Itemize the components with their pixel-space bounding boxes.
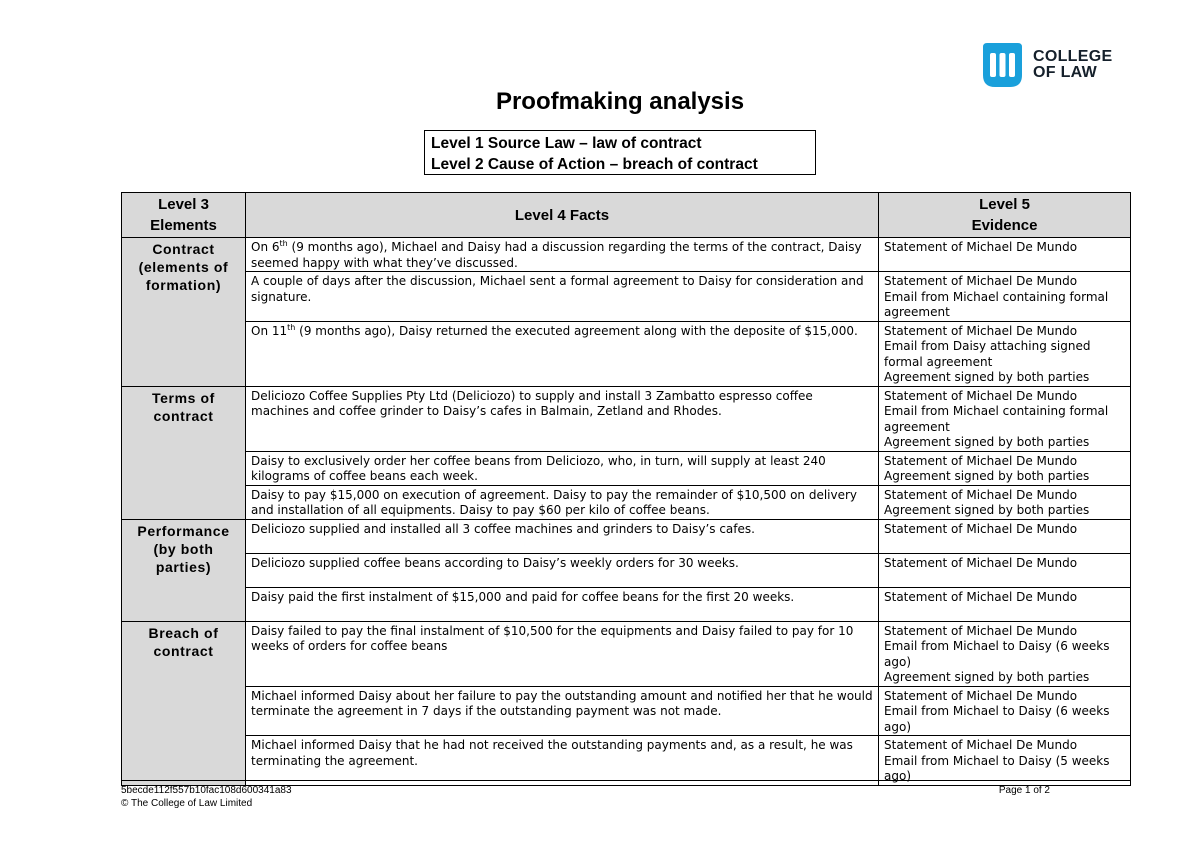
evidence-cell xyxy=(879,238,1131,272)
header-level-4: Level 4 Facts xyxy=(246,193,879,238)
evidence-item: Statement of Michael De Mundo xyxy=(884,487,1078,502)
table-row xyxy=(122,553,1131,587)
fact-superscript: th xyxy=(279,239,288,248)
page-title: Proofmaking analysis xyxy=(495,88,745,115)
table-row xyxy=(122,587,1131,621)
evidence-item: Email from Daisy attaching signed formal agreement xyxy=(884,339,1091,369)
table-row xyxy=(122,238,1131,272)
evidence-cell xyxy=(879,485,1131,519)
fact-text: (9 months ago), Michael and Daisy had a discussion regarding the terms of the contract, Daisy seemed happy with what they’ve discussed. xyxy=(251,240,862,270)
fact-cell xyxy=(246,238,879,272)
evidence-cell xyxy=(879,686,1131,736)
table-row xyxy=(122,519,1131,553)
evidence-cell xyxy=(879,272,1131,322)
evidence-item: Agreement signed by both parties xyxy=(884,670,1090,684)
element-line: Terms of xyxy=(152,389,215,406)
proofmaking-table xyxy=(121,192,1131,786)
evidence-item: Statement of Michael De Mundo xyxy=(884,623,1078,638)
logo-wordmark xyxy=(1033,49,1112,81)
evidence-item: Statement of Michael De Mundo xyxy=(884,240,1078,254)
fact-cell: Daisy to pay $15,000 on execution of agreement. Daisy to pay the remainder of $10,500 on delivery and installation of all equipments. Daisy to pay $60 per kilo of coffee beans. xyxy=(246,485,879,519)
fact-cell xyxy=(246,321,879,386)
fact-cell: Deliciozo supplied coffee beans according to Daisy’s weekly orders for 30 weeks. xyxy=(246,553,879,587)
fact-cell: A couple of days after the discussion, Michael sent a formal agreement to Daisy for consideration and signature. xyxy=(246,272,879,322)
element-contract xyxy=(122,238,246,387)
evidence-item: Email from Michael to Daisy (5 weeks ago) xyxy=(884,753,1110,783)
table-row xyxy=(122,272,1131,322)
element-terms-of-contract xyxy=(122,386,246,519)
evidence-item: Statement of Michael De Mundo xyxy=(884,453,1078,468)
fact-text: On 6 xyxy=(251,240,280,254)
evidence-item: Statement of Michael De Mundo xyxy=(884,274,1078,288)
fact-cell: Michael informed Daisy about her failure to pay the outstanding amount and notified her that he would terminate the agreement in 7 days if the outstanding payment was not made. xyxy=(246,686,879,736)
page-number: Page 1 of 2 xyxy=(998,785,1050,796)
evidence-cell xyxy=(879,736,1131,786)
fact-superscript: th xyxy=(287,322,296,332)
element-line: formation) xyxy=(145,277,222,293)
logo-line-1: COLLEGE xyxy=(1033,48,1113,65)
evidence-item: Email from Michael to Daisy (6 weeks ago) xyxy=(884,704,1110,734)
evidence-item: Statement of Michael De Mundo xyxy=(884,521,1078,536)
evidence-item: Statement of Michael De Mundo xyxy=(884,555,1078,570)
evidence-item: Email from Michael to Daisy (6 weeks ago) xyxy=(884,639,1110,669)
evidence-item: Email from Michael containing formal agreement xyxy=(884,289,1109,319)
level-2-cause-of-action: Level 2 Cause of Action – breach of contract xyxy=(431,156,758,173)
evidence-item: Agreement signed by both parties xyxy=(884,370,1090,384)
evidence-item: Email from Michael containing formal agreement xyxy=(884,404,1109,434)
evidence-item: Statement of Michael De Mundo xyxy=(884,589,1078,604)
element-line: Performance xyxy=(137,522,230,539)
header-level-5 xyxy=(879,193,1131,238)
levels-box xyxy=(424,130,816,175)
header-level-3-line-1: Level 3 xyxy=(158,196,209,213)
evidence-cell xyxy=(879,321,1131,386)
fact-cell: Deliciozo supplied and installed all 3 coffee machines and grinders to Daisy’s cafes. xyxy=(246,519,879,553)
evidence-item: Statement of Michael De Mundo xyxy=(884,388,1078,403)
fact-text: On 11 xyxy=(251,323,288,338)
fact-cell: Daisy to exclusively order her coffee beans from Deliciozo, who, in turn, will supply at least 240 kilograms of coffee beans each week. xyxy=(246,451,879,485)
header-level-3-line-2: Elements xyxy=(150,217,217,234)
element-line: parties) xyxy=(155,558,212,575)
element-breach-of-contract xyxy=(122,621,246,785)
evidence-item: Agreement signed by both parties xyxy=(884,469,1090,483)
evidence-item: Agreement signed by both parties xyxy=(884,435,1090,449)
element-line: contract xyxy=(153,407,214,424)
evidence-item: Statement of Michael De Mundo xyxy=(884,688,1078,703)
evidence-cell xyxy=(879,451,1131,485)
header-level-5-line-2: Evidence xyxy=(971,217,1038,234)
table-row xyxy=(122,321,1131,386)
fact-cell: Daisy paid the first instalment of $15,000 and paid for coffee beans for the first 20 weeks. xyxy=(246,587,879,621)
table-row xyxy=(122,386,1131,451)
table-row xyxy=(122,621,1131,686)
table-header-row xyxy=(122,193,1131,238)
table-row xyxy=(122,451,1131,485)
evidence-item: Agreement signed by both parties xyxy=(884,503,1090,517)
college-of-law-logo xyxy=(979,41,1112,89)
evidence-cell xyxy=(879,386,1131,451)
fact-cell: Michael informed Daisy that he had not received the outstanding payments and, as a result, he was terminating the agreement. xyxy=(246,736,879,786)
page-footer xyxy=(121,780,1130,810)
element-performance xyxy=(122,519,246,621)
logo-line-2: OF LAW xyxy=(1033,64,1098,81)
document-id: 5becde112f557b10fac108d600341a83 xyxy=(121,785,292,796)
table-row xyxy=(122,736,1131,786)
header-level-3 xyxy=(122,193,246,238)
fact-text: (9 months ago), Daisy returned the executed agreement along with the deposite of $15,000. xyxy=(295,323,858,338)
college-of-law-logo-icon xyxy=(979,41,1026,89)
level-1-source-law: Level 1 Source Law – law of contract xyxy=(431,135,702,152)
element-line: Contract xyxy=(152,241,215,257)
evidence-cell xyxy=(879,519,1131,553)
element-line: Breach of xyxy=(148,624,219,641)
fact-cell: Deliciozo Coffee Supplies Pty Ltd (Deliciozo) to supply and install 3 Zambatto espresso coffee machines and coffee grinder to Daisy’s cafes in Balmain, Zetland and Rhodes. xyxy=(246,386,879,451)
fact-cell: Daisy failed to pay the final instalment of $10,500 for the equipments and Daisy failed to pay for 10 weeks of orders for coffee beans xyxy=(246,621,879,686)
table-row xyxy=(122,686,1131,736)
evidence-cell xyxy=(879,587,1131,621)
evidence-cell xyxy=(879,553,1131,587)
evidence-item: Statement of Michael De Mundo xyxy=(884,738,1078,752)
header-level-5-line-1: Level 5 xyxy=(979,196,1030,213)
evidence-item: Statement of Michael De Mundo xyxy=(884,323,1078,338)
evidence-cell xyxy=(879,621,1131,686)
element-line: contract xyxy=(153,642,214,659)
element-line: (by both xyxy=(153,540,214,557)
element-line: (elements of xyxy=(138,259,229,275)
copyright-notice: © The College of Law Limited xyxy=(121,798,253,809)
table-row xyxy=(122,485,1131,519)
